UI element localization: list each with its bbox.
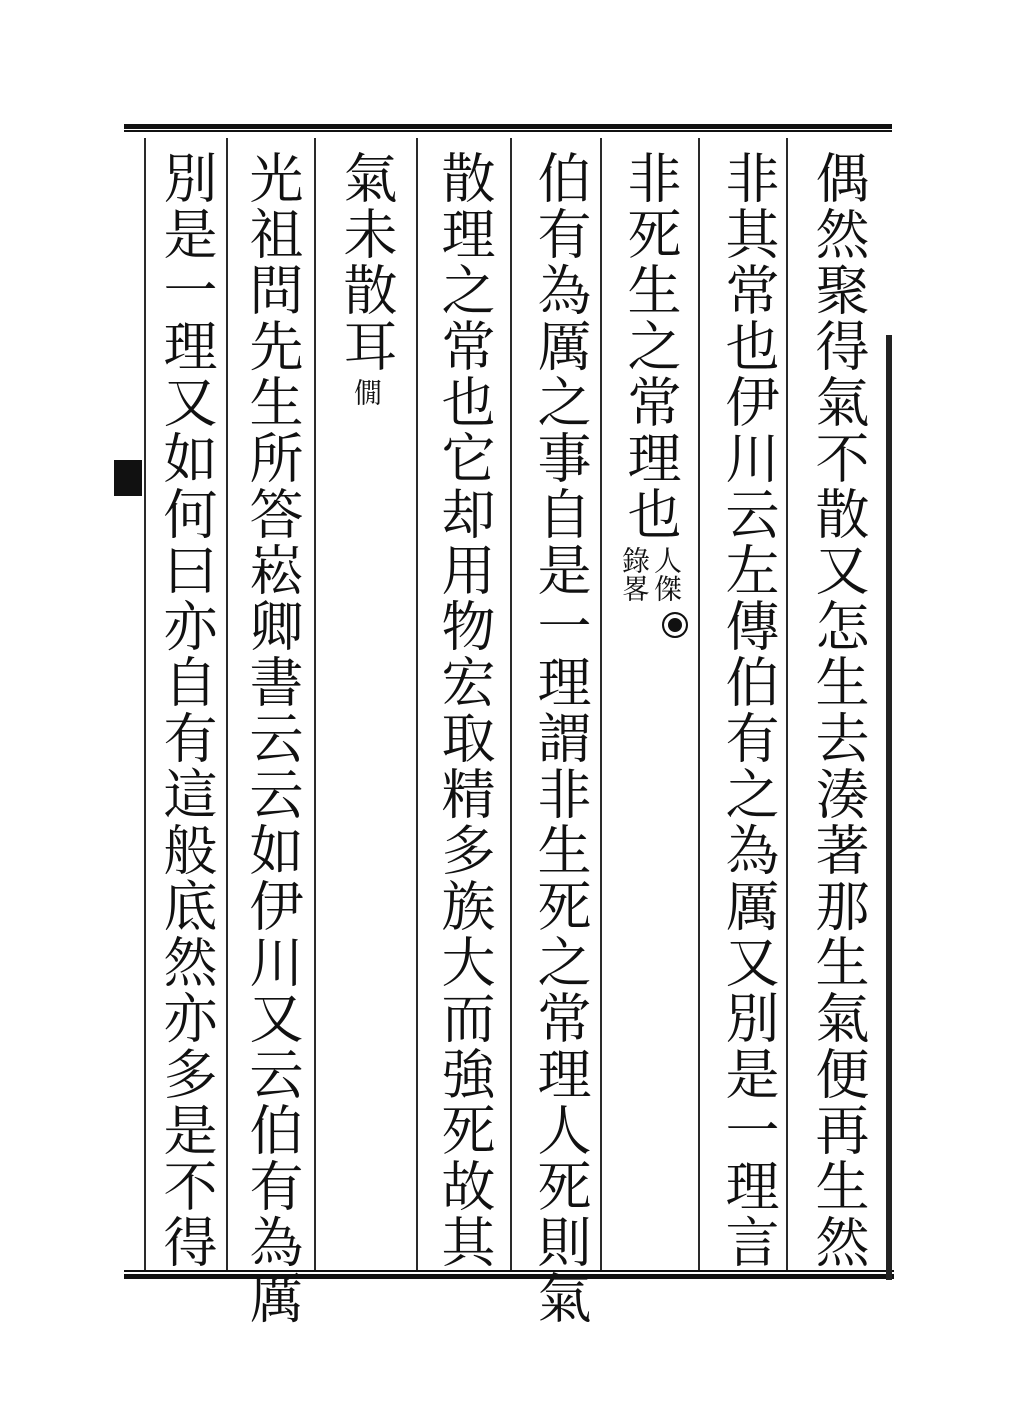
top-frame-rule [124,124,892,132]
text-column-3 [608,150,692,638]
section-end-circle-mark [662,612,688,638]
column-text: 伯有為厲之事自是一理謂非生死之常理人死則氣 [529,150,592,1326]
adjacent-page-edge [110,138,144,1270]
column-text: 氣未散耳 [335,150,398,374]
column-text: 非死生之常理也 [619,150,682,542]
attribution-note [619,546,681,602]
column-text: 光祖問先生所答崧卿書云云如伊川又云伯有為厲 [241,150,304,1326]
text-column-5 [422,150,506,1270]
attribution-note-left: 錄畧 [618,546,651,602]
column-text: 散理之常也它却用物宏取精多族大而強死故其 [433,150,496,1270]
text-column-8 [144,150,228,1270]
right-frame-rule [886,335,892,1280]
text-column-7 [230,150,314,1326]
text-column-6 [324,150,408,406]
attribution-note-text: 僩 [350,378,383,406]
column-text: 非其常也伊川云左傳伯有之為厲又別是一理言 [717,150,780,1270]
text-column-4 [518,150,602,1326]
column-rule [314,138,316,1270]
attribution-note [351,378,381,406]
column-text: 別是一理又如何曰亦自有這般底然亦多是不得 [155,150,218,1270]
column-rule [510,138,512,1270]
text-column-2 [706,150,790,1270]
attribution-note-right: 人傑 [650,546,683,602]
column-text: 偶然聚得氣不散又怎生去湊著那生氣便再生然 [807,150,870,1270]
text-column-1 [796,150,880,1270]
column-rule [698,138,700,1270]
margin-block-mark [114,460,142,496]
column-rule [416,138,418,1270]
